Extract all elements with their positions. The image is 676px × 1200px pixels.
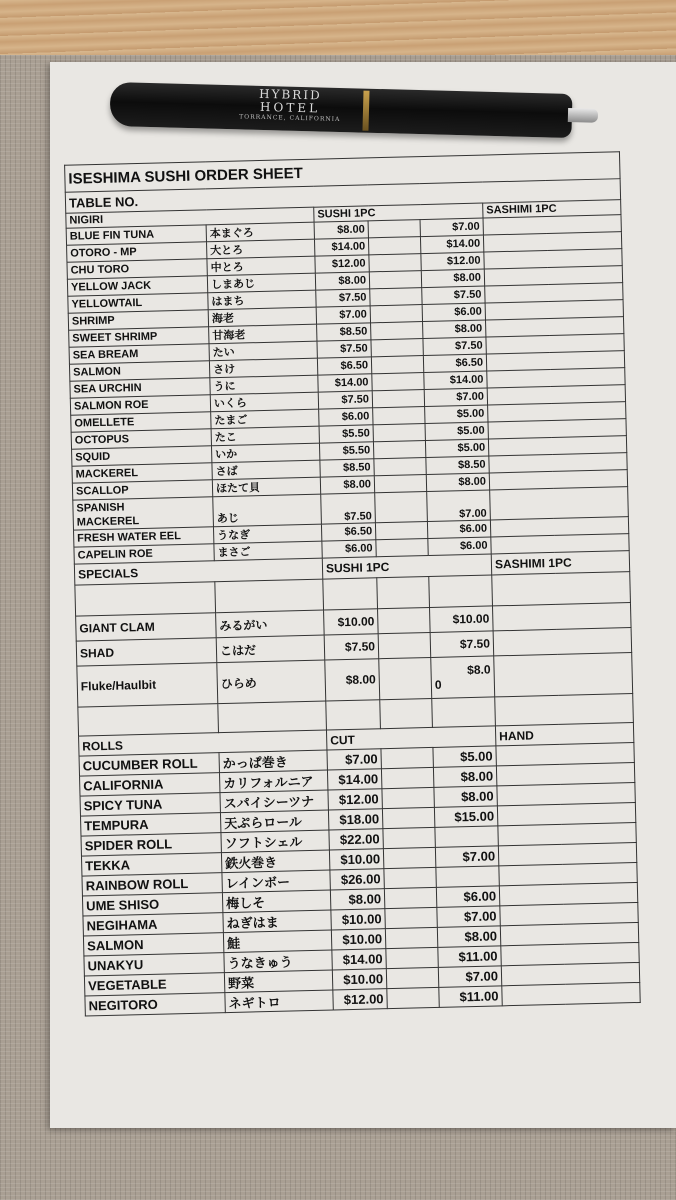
sashimi-price: $7.50 [423,337,486,356]
column-header: SUSHI 1PC [314,203,483,222]
cut-qty-cell[interactable] [381,747,433,768]
hand-price: $7.00 [437,906,500,928]
cut-qty-cell[interactable] [385,927,437,948]
cut-price: $10.00 [329,849,383,870]
item-name: SALMON [83,933,223,956]
item-name: YELLOW JACK [67,276,207,296]
column-header: CUT [326,726,495,750]
item-japanese: 甘海老 [209,324,317,344]
item-japanese: 野菜 [224,970,332,993]
item-japanese: ひらめ [217,660,326,704]
sashimi-price: $5.00 [425,439,488,458]
sashimi-qty-cell[interactable] [492,603,631,631]
sushi-price: $7.50 [321,493,376,524]
cut-price: $10.00 [332,969,386,990]
item-name: OTORO - MP [67,242,207,262]
cut-price: $22.00 [329,829,383,850]
sushi-price: $14.00 [314,238,368,256]
item-japanese: 中とろ [207,256,315,276]
blank-cell[interactable] [218,701,327,733]
hand-price: $6.00 [436,886,499,908]
sushi-qty-cell[interactable] [369,254,421,272]
sushi-qty-cell[interactable] [371,322,423,340]
sashimi-price: $5.00 [425,422,488,441]
cut-qty-cell[interactable] [383,827,435,848]
sushi-qty-cell[interactable] [368,220,420,238]
column-header: HAND [495,723,634,746]
sushi-price: $8.00 [325,659,380,701]
sushi-qty-cell[interactable] [368,237,420,255]
sashimi-price: $14.00 [420,235,483,254]
item-japanese: さけ [209,358,317,378]
sashimi-price: $6.00 [422,303,485,322]
cut-price: $7.00 [327,749,381,770]
table-no-field[interactable]: TABLE NO. [65,179,620,214]
item-name-line: MACKEREL [76,515,140,529]
sushi-price: $6.00 [322,540,376,558]
item-japanese: カリフォルニア [219,770,327,793]
item-japanese: ねぎはま [223,910,331,933]
section-title: SPECIALS [74,558,322,585]
blank-cell[interactable] [377,576,430,608]
item-japanese: 鉄火巻き [221,850,329,873]
sashimi-price: $10.00 [430,606,494,633]
sashimi-qty-cell[interactable] [493,628,632,656]
sashimi-price: $5.00 [425,405,488,424]
cut-price: $10.00 [331,929,385,950]
item-name: YELLOWTAIL [68,293,208,313]
sushi-qty-cell[interactable] [372,390,424,408]
hand-price: $15.00 [434,806,497,828]
item-name: OCTOPUS [71,429,211,449]
sushi-price: $7.50 [317,340,371,358]
item-name: CHU TORO [67,259,207,279]
cut-price: $26.00 [330,869,384,890]
sushi-qty-cell[interactable] [376,539,428,557]
cut-qty-cell[interactable] [382,807,434,828]
item-japanese: たこ [211,426,319,446]
pen-band [362,91,369,131]
hand-price: $5.00 [433,746,496,768]
sashimi-price: $7.50 [422,286,485,305]
hand-price: $11.00 [438,946,501,968]
sushi-price: $8.00 [315,272,369,290]
sushi-price: $8.00 [320,476,374,494]
hand-qty-cell[interactable] [502,982,641,1005]
sushi-price: $6.50 [317,357,371,375]
item-name: OMELLETE [71,412,211,432]
cut-qty-cell[interactable] [383,847,435,868]
hand-price: $8.00 [433,766,496,788]
item-japanese: 鮭 [223,930,331,953]
sashimi-price: $6.00 [427,520,490,539]
item-japanese: まさご [214,541,322,561]
item-name: CAPELIN ROE [74,544,214,564]
sushi-price: $5.50 [319,442,373,460]
item-japanese: 天ぷらロール [220,810,328,833]
sushi-qty-cell[interactable] [373,424,425,442]
sashimi-price: $12.00 [421,252,484,271]
sashimi-price: $7.00 [427,490,491,522]
hand-price: $8.00 [434,786,497,808]
sushi-qty-cell[interactable] [370,305,422,323]
blank-cell[interactable] [323,578,378,610]
sushi-price: $14.00 [318,374,372,392]
item-name: RAINBOW ROLL [82,873,222,896]
hand-price: $8.00 [437,926,500,948]
sushi-qty-cell[interactable] [369,271,421,289]
sushi-price: $6.00 [319,408,373,426]
blank-cell[interactable] [78,704,219,736]
cut-qty-cell[interactable] [386,967,438,988]
item-name: SWEET SHRIMP [69,327,209,347]
sushi-qty-cell[interactable] [371,339,423,357]
sashimi-price: $6.00 [428,537,491,556]
item-name: MACKEREL [72,463,212,483]
item-japanese: しまあじ [207,273,315,293]
item-japanese: いか [211,443,319,463]
blank-cell[interactable] [429,575,493,608]
cut-price: $12.00 [333,989,387,1010]
column-header: SUSHI 1PC [322,554,491,579]
sashimi-price: $6.50 [423,354,486,373]
sushi-price: $7.50 [316,289,370,307]
item-japanese: スパイシーツナ [220,790,328,813]
sashimi-price: $8.50 [426,456,489,475]
sushi-qty-cell[interactable] [374,458,426,476]
pen-tip [568,108,598,123]
pen-logo: HYBRID HOTEL TORRANCE, CALIFORNIA [239,86,341,123]
page-title: ISESHIMA SUSHI ORDER SHEET [65,152,621,193]
blank-cell[interactable] [326,700,381,730]
item-japanese: はまち [208,290,316,310]
blank-cell[interactable] [432,697,496,728]
column-header: SASHIMI 1PC [483,200,621,218]
order-sheet [64,151,640,1016]
sushi-price: $7.50 [324,634,379,660]
cut-qty-cell[interactable] [386,947,438,968]
sushi-qty-cell[interactable] [372,373,424,391]
sashimi-price: $8.00 [426,473,489,492]
item-japanese: こはだ [216,635,325,663]
cut-price: $8.00 [330,889,384,910]
sashimi-price: $7.50 [430,631,494,658]
sushi-price: $12.00 [315,255,369,273]
item-name: SEA URCHIN [70,378,210,398]
sushi-price: $8.50 [317,323,371,341]
item-name: FRESH WATER EEL [74,527,214,547]
item-name: CUCUMBER ROLL [79,753,219,776]
sushi-qty-cell[interactable] [374,475,426,493]
item-name: SEA BREAM [69,344,209,364]
order-table [64,151,641,1016]
item-name [73,497,214,530]
cut-price: $18.00 [328,809,382,830]
sashimi-price: $14.00 [424,371,487,390]
sushi-price: $7.00 [316,306,370,324]
cut-qty-cell[interactable] [387,987,439,1008]
sushi-qty-cell[interactable] [373,441,425,459]
hand-price: $7.00 [435,846,498,868]
item-japanese: みるがい [216,610,325,638]
sushi-price: $10.00 [324,609,379,635]
sushi-price: $5.50 [319,425,373,443]
blank-cell[interactable] [75,582,216,616]
item-japanese: 大とろ [207,239,315,259]
item-name: SALMON [69,361,209,381]
cut-price: $12.00 [328,789,382,810]
cut-qty-cell[interactable] [382,787,434,808]
item-japanese: ソフトシェル [221,830,329,853]
item-name: CALIFORNIA [80,773,220,796]
sashimi-qty-cell[interactable] [490,487,629,520]
item-name: TEKKA [81,853,221,876]
item-japanese: 本まぐろ [206,222,314,242]
cut-qty-cell[interactable] [384,867,436,888]
item-name: SQUID [72,446,212,466]
item-japanese: かっぱ巻き [219,750,327,773]
item-japanese: さば [212,460,320,480]
item-name: NEGITORO [85,993,225,1016]
sushi-price: $8.50 [320,459,374,477]
sushi-price: $7.50 [318,391,372,409]
item-japanese: うなぎ [213,524,321,544]
hand-price [435,826,498,848]
sushi-qty-cell[interactable] [375,522,427,540]
item-name: SPICY TUNA [80,793,220,816]
cut-qty-cell[interactable] [385,907,437,928]
sushi-price: $6.50 [321,523,375,541]
blank-cell[interactable] [492,572,631,606]
item-name: UME SHISO [82,893,222,916]
blank-cell[interactable] [495,694,634,726]
sushi-qty-cell[interactable] [378,607,431,633]
item-japanese: いくら [210,392,318,412]
blank-cell[interactable] [380,698,433,728]
sashimi-price: $7.00 [420,218,483,237]
sushi-qty-cell[interactable] [373,407,425,425]
hand-price: $11.00 [439,986,502,1008]
sashimi-price: $7.00 [424,388,487,407]
cut-price: $14.00 [327,769,381,790]
hand-price: $7.00 [438,966,501,988]
sushi-qty-cell[interactable] [379,657,432,699]
column-header: SASHIMI 1PC [491,551,630,575]
sashimi-price: $8.00 [423,320,486,339]
cut-price: $10.00 [331,909,385,930]
sushi-qty-cell[interactable] [371,356,423,374]
item-name: SCALLOP [72,480,212,500]
section-title: ROLLS [79,730,327,756]
item-japanese: たまご [211,409,319,429]
item-japanese: うなきゅう [224,950,332,973]
item-name: TEMPURA [81,813,221,836]
cut-price: $14.00 [332,949,386,970]
item-name: VEGETABLE [84,973,224,996]
sashimi-price [431,656,495,699]
item-name: Fluke/Haulbit [77,663,218,707]
item-japanese: あじ [213,494,322,527]
blank-cell[interactable] [215,579,324,613]
item-japanese: うに [210,375,318,395]
item-japanese: ネギトロ [225,990,333,1013]
item-name: GIANT CLAM [76,613,217,641]
item-name: BLUE FIN TUNA [66,225,206,245]
sushi-price: $8.00 [314,221,368,239]
price-line: 0 [434,677,442,692]
section-title: NIGIRI [66,207,314,228]
item-name: SALMON ROE [70,395,210,415]
item-name: NEGIHAMA [83,913,223,936]
sushi-qty-cell[interactable] [370,288,422,306]
item-japanese: 海老 [208,307,316,327]
hand-price [436,866,499,888]
cut-qty-cell[interactable] [384,887,436,908]
item-name: SPIDER ROLL [81,833,221,856]
price-line: $8.0 [467,662,491,678]
item-name-line: SPANISH [76,501,125,515]
item-japanese: たい [209,341,317,361]
sashimi-price: $8.00 [421,269,484,288]
item-japanese: レインボー [222,870,330,893]
sashimi-qty-cell[interactable] [494,653,633,697]
cut-qty-cell[interactable] [381,767,433,788]
item-name: UNAKYU [84,953,224,976]
sushi-qty-cell[interactable] [375,492,428,523]
item-name: SHRIMP [68,310,208,330]
item-japanese: ほたて貝 [212,477,320,497]
sushi-qty-cell[interactable] [378,632,431,658]
item-name: SHAD [76,638,217,666]
item-japanese: 梅しそ [222,890,330,913]
